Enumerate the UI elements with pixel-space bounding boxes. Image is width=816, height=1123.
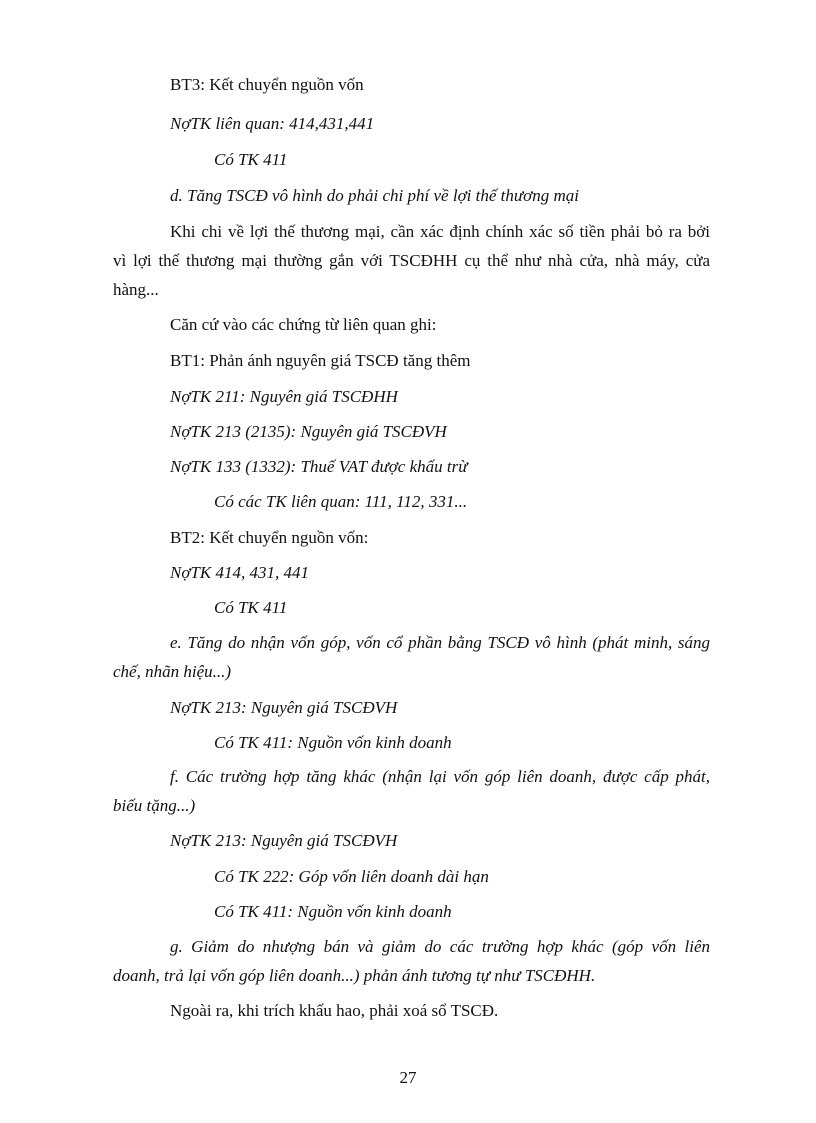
page-number: 27: [399, 1068, 417, 1087]
entry-credit: Có TK 411: [214, 598, 288, 617]
section-e-heading: e. Tăng do nhận vốn góp, vốn cổ phần bằng TSCĐ vô hình (phát minh, sáng: [170, 633, 710, 652]
bt3-heading: BT3: Kết chuyển nguồn vốn: [170, 75, 364, 94]
entry-debit: NợTK liên quan: 414,431,441: [170, 114, 375, 133]
paragraph-line: Căn cứ vào các chứng từ liên quan ghi:: [170, 315, 437, 334]
entry-credit: Có các TK liên quan: 111, 112, 331...: [214, 492, 468, 511]
paragraph-line: Khi chi về lợi thế thương mại, cần xác định chính xác số tiền phải bỏ ra bởi: [170, 222, 710, 241]
paragraph-line: Ngoài ra, khi trích khấu hao, phải xoá sổ TSCĐ.: [170, 1001, 499, 1020]
paragraph-line: hàng...: [113, 280, 159, 299]
entry-credit: Có TK 411: Nguồn vốn kinh doanh: [214, 733, 452, 752]
section-e-heading-cont: chế, nhãn hiệu...): [113, 662, 232, 681]
paragraph-line: vì lợi thế thương mại thường gắn với TSCĐHH cụ thể như nhà cửa, nhà máy, cửa: [113, 251, 710, 270]
entry-credit: Có TK 222: Góp vốn liên doanh dài hạn: [214, 867, 489, 886]
entry-debit: NợTK 213: Nguyên giá TSCĐVH: [170, 698, 398, 717]
bt1-heading: BT1: Phản ánh nguyên giá TSCĐ tăng thêm: [170, 351, 471, 370]
entry-debit: NợTK 211: Nguyên giá TSCĐHH: [170, 387, 398, 406]
entry-credit: Có TK 411: Nguồn vốn kinh doanh: [214, 902, 452, 921]
entry-debit: NợTK 133 (1332): Thuế VAT được khấu trừ: [170, 457, 468, 476]
section-g-heading: g. Giảm do nhượng bán và giảm do các trường hợp khác (góp vốn liên: [170, 937, 710, 956]
entry-debit: NợTK 414, 431, 441: [170, 563, 309, 582]
section-d-heading: d. Tăng TSCĐ vô hình do phải chi phí về lợi thế thương mại: [170, 186, 579, 205]
entry-debit: NợTK 213: Nguyên giá TSCĐVH: [170, 831, 398, 850]
section-f-heading-cont: biếu tặng...): [113, 796, 196, 815]
entry-credit: Có TK 411: [214, 150, 288, 169]
section-g-heading-cont: doanh, trả lại vốn góp liên doanh...) phản ánh tương tự như TSCĐHH.: [113, 966, 596, 985]
bt2-heading: BT2: Kết chuyển nguồn vốn:: [170, 528, 369, 547]
section-f-heading: f. Các trường hợp tăng khác (nhận lại vốn góp liên doanh, được cấp phát,: [170, 767, 710, 786]
entry-debit: NợTK 213 (2135): Nguyên giá TSCĐVH: [170, 422, 447, 441]
